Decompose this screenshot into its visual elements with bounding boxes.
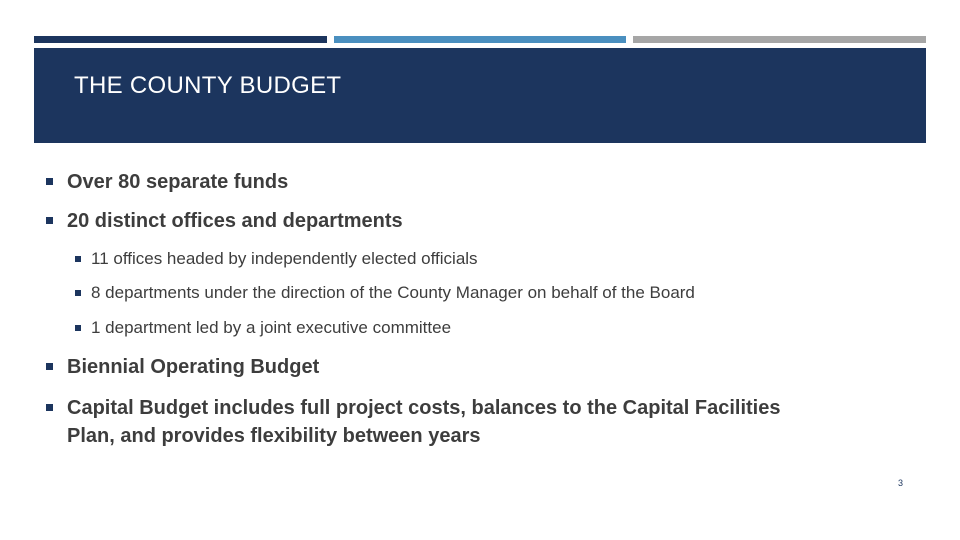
bullet-text: Biennial Operating Budget xyxy=(67,356,320,378)
bullet-text: 20 distinct offices and departments xyxy=(67,210,403,232)
square-bullet-icon xyxy=(75,256,81,262)
bullet-item xyxy=(46,394,826,450)
accent-bar-gray xyxy=(633,36,926,43)
square-bullet-icon xyxy=(46,178,53,185)
page-number: 3 xyxy=(898,478,904,488)
sub-bullet-item xyxy=(75,317,875,339)
sub-bullet-item xyxy=(75,282,875,304)
title-band xyxy=(34,48,926,143)
square-bullet-icon xyxy=(75,290,81,296)
accent-bar-blue xyxy=(334,36,626,43)
bullet-text: Capital Budget includes full project costs, balances to the Capital Facilities Plan, and provides flexibility between years xyxy=(67,397,781,447)
sub-bullet-text: 11 offices headed by independently elected officials xyxy=(91,249,478,268)
slide-title: THE COUNTY BUDGET xyxy=(74,72,342,99)
square-bullet-icon xyxy=(46,217,53,224)
square-bullet-icon xyxy=(75,325,81,331)
accent-bar-navy xyxy=(34,36,327,43)
sub-bullet-text: 8 departments under the direction of the County Manager on behalf of the Board xyxy=(91,283,695,302)
bullet-item xyxy=(46,353,846,381)
bullet-item xyxy=(46,168,846,196)
sub-bullet-text: 1 department led by a joint executive committee xyxy=(91,318,452,337)
bullet-item xyxy=(46,207,846,235)
square-bullet-icon xyxy=(46,363,53,370)
sub-bullet-item xyxy=(75,248,875,270)
bullet-text: Over 80 separate funds xyxy=(67,171,289,193)
square-bullet-icon xyxy=(46,404,53,411)
